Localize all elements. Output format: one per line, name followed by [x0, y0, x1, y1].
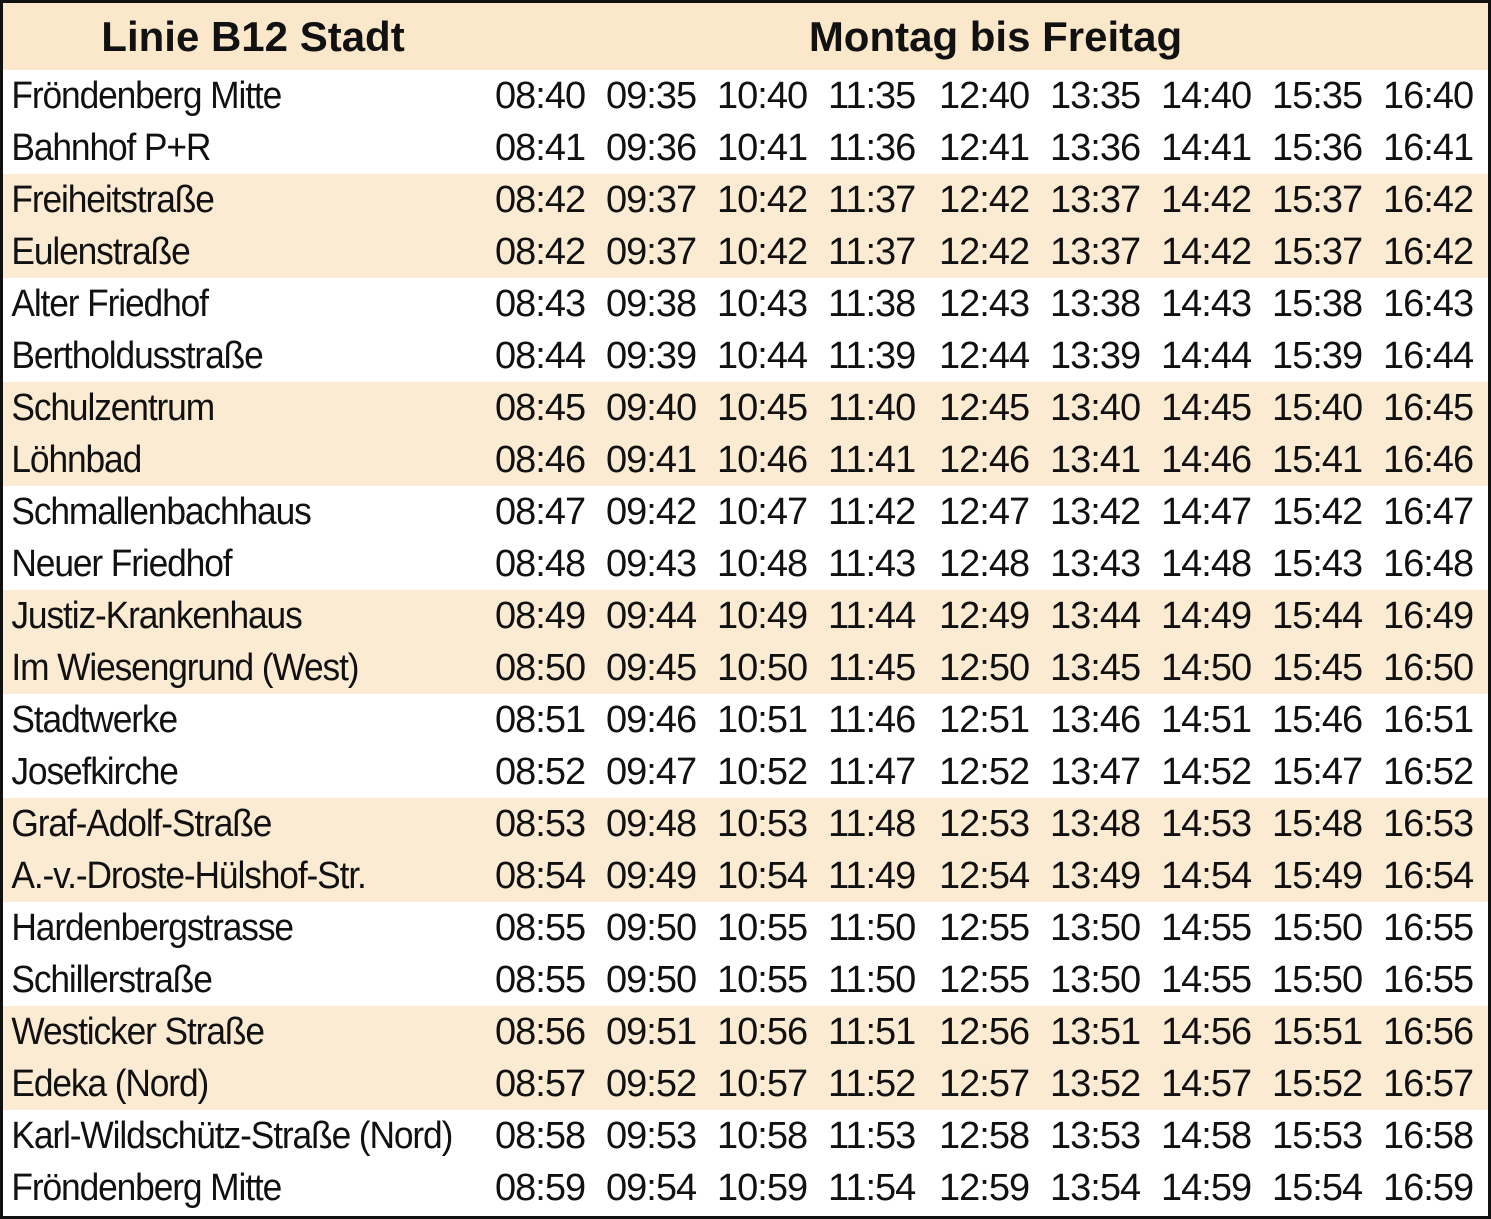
departure-time: 08:47 [495, 490, 586, 533]
departure-time: 14:46 [1161, 438, 1252, 481]
departure-time: 13:38 [1050, 282, 1141, 325]
departure-time: 10:52 [717, 750, 808, 793]
departure-time: 13:40 [1050, 386, 1141, 429]
departure-time: 13:54 [1050, 1166, 1141, 1209]
departure-time: 08:51 [495, 698, 586, 741]
departure-time: 11:50 [828, 958, 916, 1001]
table-row [3, 226, 1488, 278]
departure-time: 11:41 [828, 438, 916, 481]
departure-time: 08:55 [495, 906, 586, 949]
departure-times [489, 1115, 1488, 1158]
table-row [3, 590, 1488, 642]
departure-time: 10:40 [717, 74, 808, 117]
departure-time: 13:37 [1050, 230, 1141, 273]
departure-time: 15:50 [1272, 906, 1363, 949]
departure-time: 12:57 [939, 1062, 1030, 1105]
table-row [3, 1162, 1488, 1214]
departure-time: 13:35 [1050, 74, 1141, 117]
departure-time: 16:43 [1383, 282, 1474, 325]
departure-time: 10:47 [717, 490, 808, 533]
departure-time: 16:58 [1383, 1114, 1474, 1157]
departure-time: 09:47 [606, 750, 697, 793]
table-row [3, 70, 1488, 122]
departure-time: 08:42 [495, 230, 586, 273]
departure-time: 08:52 [495, 750, 586, 793]
departure-time: 13:51 [1050, 1010, 1141, 1053]
departure-time: 14:58 [1161, 1114, 1252, 1157]
departure-time: 09:39 [606, 334, 697, 377]
departure-time: 15:37 [1272, 230, 1363, 273]
table-row [3, 850, 1488, 902]
departure-times [489, 907, 1488, 950]
departure-time: 10:46 [717, 438, 808, 481]
departure-time: 15:45 [1272, 646, 1363, 689]
table-row [3, 1006, 1488, 1058]
departure-time: 12:42 [939, 178, 1030, 221]
departure-time: 10:41 [717, 126, 808, 169]
departure-time: 11:39 [828, 334, 916, 377]
departure-time: 16:55 [1383, 958, 1474, 1001]
table-row [3, 798, 1488, 850]
departure-times [489, 699, 1488, 742]
departure-time: 08:57 [495, 1062, 586, 1105]
table-row [3, 694, 1488, 746]
departure-time: 08:44 [495, 334, 586, 377]
departure-time: 12:44 [939, 334, 1030, 377]
departure-time: 11:53 [828, 1114, 916, 1157]
departure-time: 08:42 [495, 178, 586, 221]
departure-times [489, 543, 1488, 586]
departure-time: 10:42 [717, 178, 808, 221]
departure-time: 13:44 [1050, 594, 1141, 637]
departure-time: 14:53 [1161, 802, 1252, 845]
stop-name: Schmallenbachhaus [11, 490, 311, 533]
departure-times [489, 75, 1488, 118]
departure-time: 08:49 [495, 594, 586, 637]
departure-time: 15:44 [1272, 594, 1363, 637]
departure-time: 12:53 [939, 802, 1030, 845]
stop-name: Eulenstraße [11, 230, 190, 273]
departure-time: 09:38 [606, 282, 697, 325]
table-row [3, 174, 1488, 226]
departure-time: 14:44 [1161, 334, 1252, 377]
departure-time: 08:48 [495, 542, 586, 585]
departure-time: 16:51 [1383, 698, 1474, 741]
departure-time: 08:53 [495, 802, 586, 845]
departure-times [489, 751, 1488, 794]
stop-name: Westicker Straße [11, 1010, 264, 1053]
departure-time: 14:41 [1161, 126, 1252, 169]
departure-times [489, 855, 1488, 898]
departure-time: 16:54 [1383, 854, 1474, 897]
departure-time: 08:50 [495, 646, 586, 689]
departure-time: 14:59 [1161, 1166, 1252, 1209]
departure-time: 12:59 [939, 1166, 1030, 1209]
departure-time: 11:37 [828, 178, 916, 221]
departure-time: 16:57 [1383, 1062, 1474, 1105]
departure-time: 09:54 [606, 1166, 697, 1209]
departure-time: 15:54 [1272, 1166, 1363, 1209]
stop-name: Josefkirche [11, 750, 178, 793]
departure-time: 09:42 [606, 490, 697, 533]
departure-time: 16:46 [1383, 438, 1474, 481]
stop-name: Im Wiesengrund (West) [11, 646, 359, 689]
departure-time: 11:49 [828, 854, 916, 897]
table-row [3, 486, 1488, 538]
departure-time: 08:59 [495, 1166, 586, 1209]
departure-time: 16:59 [1383, 1166, 1474, 1209]
departure-time: 12:51 [939, 698, 1030, 741]
departure-time: 14:51 [1161, 698, 1252, 741]
departure-time: 10:49 [717, 594, 808, 637]
departure-time: 10:42 [717, 230, 808, 273]
table-row [3, 642, 1488, 694]
departure-time: 13:36 [1050, 126, 1141, 169]
departure-time: 15:35 [1272, 74, 1363, 117]
departure-time: 09:53 [606, 1114, 697, 1157]
table-row [3, 278, 1488, 330]
departure-time: 14:52 [1161, 750, 1252, 793]
departure-time: 11:52 [828, 1062, 916, 1105]
departure-time: 12:43 [939, 282, 1030, 325]
departure-time: 15:48 [1272, 802, 1363, 845]
departure-time: 12:55 [939, 958, 1030, 1001]
departure-time: 14:57 [1161, 1062, 1252, 1105]
departure-time: 11:51 [828, 1010, 916, 1053]
departure-times [489, 1167, 1488, 1210]
departure-time: 12:54 [939, 854, 1030, 897]
stop-name: Hardenbergstrasse [11, 906, 293, 949]
departure-time: 16:53 [1383, 802, 1474, 845]
departure-time: 16:47 [1383, 490, 1474, 533]
departure-time: 11:48 [828, 802, 916, 845]
departure-time: 10:44 [717, 334, 808, 377]
departure-time: 12:49 [939, 594, 1030, 637]
departure-time: 16:41 [1383, 126, 1474, 169]
departure-time: 11:44 [828, 594, 916, 637]
departure-time: 09:35 [606, 74, 697, 117]
departure-time: 09:46 [606, 698, 697, 741]
departure-times [489, 231, 1488, 274]
table-row [3, 434, 1488, 486]
departure-time: 13:50 [1050, 906, 1141, 949]
departure-time: 13:37 [1050, 178, 1141, 221]
table-row [3, 902, 1488, 954]
stop-name: Karl-Wildschütz-Straße (Nord) [11, 1114, 453, 1157]
departure-time: 09:50 [606, 958, 697, 1001]
departure-time: 12:52 [939, 750, 1030, 793]
departure-time: 09:40 [606, 386, 697, 429]
departure-time: 13:46 [1050, 698, 1141, 741]
departure-time: 12:55 [939, 906, 1030, 949]
service-days: Montag bis Freitag [808, 12, 1183, 60]
departure-time: 14:55 [1161, 958, 1252, 1001]
departure-time: 09:52 [606, 1062, 697, 1105]
departure-time: 13:42 [1050, 490, 1141, 533]
departure-time: 15:42 [1272, 490, 1363, 533]
departure-time: 10:55 [717, 958, 808, 1001]
departure-time: 10:57 [717, 1062, 808, 1105]
departure-time: 10:50 [717, 646, 808, 689]
departure-time: 13:47 [1050, 750, 1141, 793]
departure-time: 14:56 [1161, 1010, 1252, 1053]
departure-time: 12:45 [939, 386, 1030, 429]
departure-times [489, 803, 1488, 846]
stop-name: Graf-Adolf-Straße [11, 802, 272, 845]
departure-time: 13:50 [1050, 958, 1141, 1001]
line-name: Linie B12 Stadt [101, 12, 405, 60]
departure-time: 15:43 [1272, 542, 1363, 585]
departure-time: 11:50 [828, 906, 916, 949]
departure-times [489, 647, 1488, 690]
departure-time: 14:45 [1161, 386, 1252, 429]
departure-time: 15:47 [1272, 750, 1363, 793]
departure-time: 13:39 [1050, 334, 1141, 377]
departure-times [489, 1063, 1488, 1106]
departure-time: 08:54 [495, 854, 586, 897]
departure-time: 11:40 [828, 386, 916, 429]
departure-time: 15:36 [1272, 126, 1363, 169]
stop-name: Fröndenberg Mitte [11, 1166, 282, 1209]
departure-time: 13:45 [1050, 646, 1141, 689]
departure-time: 08:46 [495, 438, 586, 481]
departure-time: 14:40 [1161, 74, 1252, 117]
departure-time: 11:37 [828, 230, 916, 273]
departure-time: 08:40 [495, 74, 586, 117]
departure-time: 15:39 [1272, 334, 1363, 377]
stop-name: Bertholdusstraße [11, 334, 263, 377]
stop-name: Neuer Friedhof [11, 542, 232, 585]
departure-time: 16:49 [1383, 594, 1474, 637]
stop-name: Fröndenberg Mitte [11, 74, 282, 117]
departure-time: 11:47 [828, 750, 916, 793]
departure-time: 15:46 [1272, 698, 1363, 741]
departure-time: 12:50 [939, 646, 1030, 689]
departure-time: 15:53 [1272, 1114, 1363, 1157]
departure-time: 16:48 [1383, 542, 1474, 585]
departure-time: 09:45 [606, 646, 697, 689]
departure-time: 11:35 [828, 74, 916, 117]
stop-name: Schillerstraße [11, 958, 212, 1001]
departure-time: 11:38 [828, 282, 916, 325]
departure-time: 09:37 [606, 178, 697, 221]
departure-times [489, 335, 1488, 378]
departure-times [489, 127, 1488, 170]
departure-time: 12:40 [939, 74, 1030, 117]
departure-time: 11:43 [828, 542, 916, 585]
departure-time: 09:43 [606, 542, 697, 585]
departure-time: 10:54 [717, 854, 808, 897]
departure-time: 16:44 [1383, 334, 1474, 377]
departure-time: 09:48 [606, 802, 697, 845]
departure-time: 13:53 [1050, 1114, 1141, 1157]
table-row [3, 1110, 1488, 1162]
departure-time: 09:41 [606, 438, 697, 481]
departure-time: 14:42 [1161, 230, 1252, 273]
departure-time: 14:43 [1161, 282, 1252, 325]
table-row [3, 382, 1488, 434]
departure-time: 11:46 [828, 698, 916, 741]
table-row [3, 330, 1488, 382]
departure-time: 10:55 [717, 906, 808, 949]
departure-time: 14:48 [1161, 542, 1252, 585]
departure-time: 14:54 [1161, 854, 1252, 897]
departure-time: 16:50 [1383, 646, 1474, 689]
departure-time: 14:49 [1161, 594, 1252, 637]
departure-times [489, 179, 1488, 222]
departure-time: 15:52 [1272, 1062, 1363, 1105]
departure-time: 16:42 [1383, 178, 1474, 221]
departure-time: 11:36 [828, 126, 916, 169]
stop-name: Bahnhof P+R [11, 126, 211, 169]
departure-time: 12:48 [939, 542, 1030, 585]
departure-time: 16:45 [1383, 386, 1474, 429]
table-row [3, 122, 1488, 174]
stop-name: Freiheitstraße [11, 178, 214, 221]
stop-name: Edeka (Nord) [11, 1062, 209, 1105]
departure-times [489, 491, 1488, 534]
departure-time: 09:49 [606, 854, 697, 897]
departure-time: 09:36 [606, 126, 697, 169]
departure-time: 11:54 [828, 1166, 916, 1209]
departure-time: 15:37 [1272, 178, 1363, 221]
departure-time: 16:40 [1383, 74, 1474, 117]
departure-time: 08:56 [495, 1010, 586, 1053]
departure-time: 16:56 [1383, 1010, 1474, 1053]
departure-time: 10:53 [717, 802, 808, 845]
departure-time: 14:42 [1161, 178, 1252, 221]
departure-time: 12:41 [939, 126, 1030, 169]
departure-time: 14:47 [1161, 490, 1252, 533]
departure-time: 15:49 [1272, 854, 1363, 897]
departure-time: 08:55 [495, 958, 586, 1001]
departure-time: 09:37 [606, 230, 697, 273]
departure-time: 12:47 [939, 490, 1030, 533]
departure-time: 15:40 [1272, 386, 1363, 429]
departure-time: 15:50 [1272, 958, 1363, 1001]
departure-times [489, 283, 1488, 326]
departure-time: 16:55 [1383, 906, 1474, 949]
departure-time: 10:58 [717, 1114, 808, 1157]
stop-name: Justiz-Krankenhaus [11, 594, 302, 637]
stop-name: Stadtwerke [11, 698, 177, 741]
departure-times [489, 439, 1488, 482]
departure-time: 09:50 [606, 906, 697, 949]
stop-name: Löhnbad [11, 438, 142, 481]
stop-name: Schulzentrum [11, 386, 215, 429]
departure-times [489, 1011, 1488, 1054]
timetable-header [3, 3, 1488, 70]
departure-time: 13:43 [1050, 542, 1141, 585]
departure-time: 08:58 [495, 1114, 586, 1157]
departure-time: 13:48 [1050, 802, 1141, 845]
table-row [3, 954, 1488, 1006]
departure-time: 12:58 [939, 1114, 1030, 1157]
departure-time: 09:44 [606, 594, 697, 637]
departure-time: 10:45 [717, 386, 808, 429]
departure-time: 10:59 [717, 1166, 808, 1209]
departure-time: 13:52 [1050, 1062, 1141, 1105]
departure-time: 08:41 [495, 126, 586, 169]
departure-time: 12:56 [939, 1010, 1030, 1053]
stop-name: Alter Friedhof [11, 282, 208, 325]
departure-time: 12:42 [939, 230, 1030, 273]
departure-time: 08:45 [495, 386, 586, 429]
departure-time: 15:38 [1272, 282, 1363, 325]
timetable-rows [3, 70, 1488, 1214]
departure-time: 12:46 [939, 438, 1030, 481]
departure-times [489, 959, 1488, 1002]
table-row [3, 538, 1488, 590]
departure-time: 15:51 [1272, 1010, 1363, 1053]
departure-time: 10:51 [717, 698, 808, 741]
departure-times [489, 387, 1488, 430]
departure-time: 11:45 [828, 646, 916, 689]
stop-name: A.-v.-Droste-Hülshof-Str. [11, 854, 366, 897]
departure-time: 14:50 [1161, 646, 1252, 689]
departure-time: 15:41 [1272, 438, 1363, 481]
table-row [3, 1058, 1488, 1110]
departure-time: 10:56 [717, 1010, 808, 1053]
departure-time: 08:43 [495, 282, 586, 325]
table-row [3, 746, 1488, 798]
departure-times [489, 595, 1488, 638]
departure-time: 11:42 [828, 490, 916, 533]
departure-time: 10:43 [717, 282, 808, 325]
departure-time: 09:51 [606, 1010, 697, 1053]
departure-time: 16:52 [1383, 750, 1474, 793]
departure-time: 13:41 [1050, 438, 1141, 481]
departure-time: 13:49 [1050, 854, 1141, 897]
departure-time: 14:55 [1161, 906, 1252, 949]
departure-time: 10:48 [717, 542, 808, 585]
departure-time: 16:42 [1383, 230, 1474, 273]
